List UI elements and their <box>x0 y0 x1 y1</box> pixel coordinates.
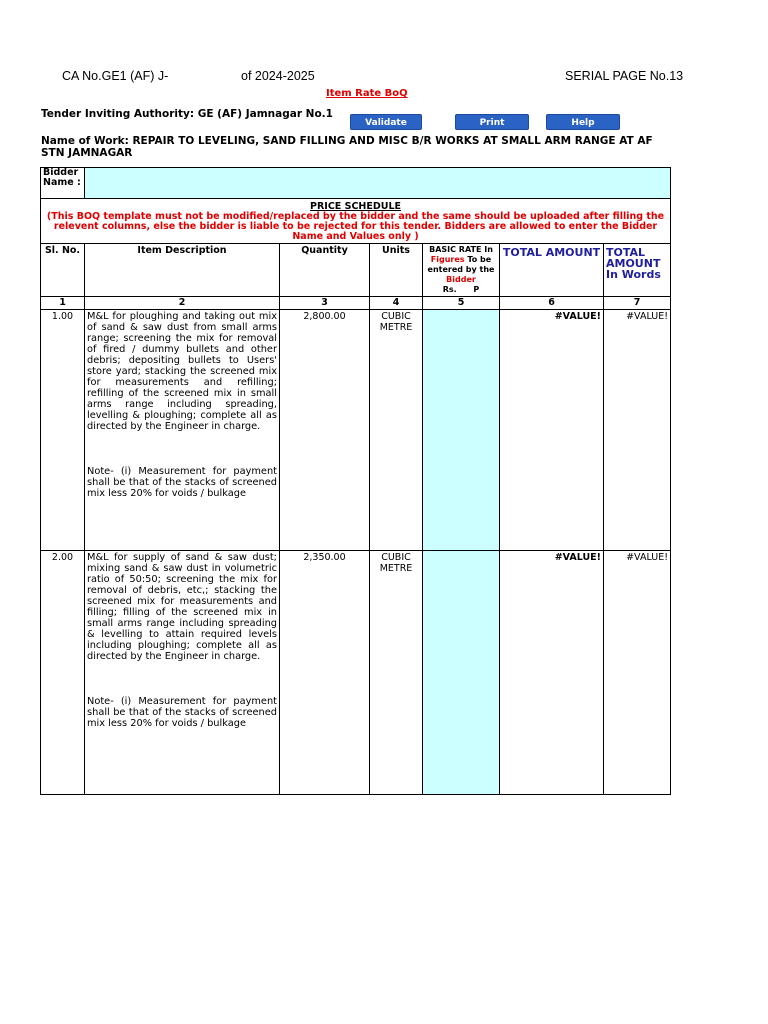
col-header-description: Item Description <box>85 244 280 297</box>
col-header-units: Units <box>370 244 423 297</box>
in-words-label: In Words <box>606 268 661 281</box>
item-rate-input[interactable] <box>423 551 500 795</box>
column-header-row <box>41 244 671 297</box>
item-amount-words: #VALUE! <box>604 551 671 795</box>
total-amount-words-label: TOTAL AMOUNT <box>606 246 661 270</box>
name-of-work: Name of Work: REPAIR TO LEVELING, SAND FILLING AND MISC B/R WORKS AT SMALL ARM RANGE AT AF STN JAMNAGAR <box>41 135 653 159</box>
col-number-7: 7 <box>604 297 671 310</box>
col-number-5: 5 <box>423 297 500 310</box>
col-number-2: 2 <box>85 297 280 310</box>
figures-label: Figures <box>430 255 465 264</box>
entered-by-label: To be entered by the <box>427 255 495 274</box>
item-description-text: M&L for supply of sand & saw dust; mixing sand & saw dust in volumetric ratio of 50:50; screening the mix for removal of debris, etc,; stacking the screened mix for measurements and filling; filling of the screened mix in small arms range including spreading & levelling to attain required levels including ploughing; complete all as directed by the Engineer in charge. <box>87 552 277 662</box>
item-note: Note- (i) Measurement for payment shall be that of the stacks of screened mix less 20% for voids / bulkage <box>87 466 277 499</box>
item-quantity: 2,350.00 <box>280 551 370 795</box>
item-description <box>85 551 280 795</box>
item-units: CUBIC METRE <box>370 310 423 551</box>
col-number-3: 3 <box>280 297 370 310</box>
price-schedule-warning: (This BOQ template must not be modified/replaced by the bidder and the same should be uploaded after filling the relevent columns, else the bidder is liable to be rejected for this tender. Bidders are allowed to enter the Bidder Name and Values only ) <box>46 211 665 242</box>
price-schedule-row <box>41 199 671 244</box>
col-header-sl: Sl. No. <box>41 244 85 297</box>
page-title: Item Rate BoQ <box>326 88 408 99</box>
tender-authority: Tender Inviting Authority: GE (AF) Jamnagar No.1 <box>41 108 333 120</box>
rupees-paise-label: Rs. P <box>442 285 480 294</box>
col-header-total-amount: TOTAL AMOUNT <box>500 244 604 297</box>
col-number-4: 4 <box>370 297 423 310</box>
price-schedule-heading: PRICE SCHEDULE <box>310 201 401 212</box>
item-note: Note- (i) Measurement for payment shall be that of the stacks of screened mix less 20% for voids / bulkage <box>87 696 277 729</box>
col-number-6: 6 <box>500 297 604 310</box>
ca-number: CA No.GE1 (AF) J- <box>62 69 169 83</box>
column-number-row <box>41 297 671 310</box>
validate-button[interactable]: Validate <box>350 114 422 130</box>
bidder-name-input[interactable] <box>85 168 671 199</box>
item-units: CUBIC METRE <box>370 551 423 795</box>
print-button[interactable]: Print <box>455 114 529 130</box>
col-number-1: 1 <box>41 297 85 310</box>
item-total-amount: #VALUE! <box>500 551 604 795</box>
item-total-amount: #VALUE! <box>500 310 604 551</box>
item-rate-input[interactable] <box>423 310 500 551</box>
bidder-label: Bidder <box>446 275 476 284</box>
item-quantity: 2,800.00 <box>280 310 370 551</box>
item-description-text: M&L for ploughing and taking out mix of sand & saw dust from small arms range; screening the mix for removal of fired / dummy bullets and other debris; depositing bullets to Users' store yard; stacking the screened mix for measurements and refilling; refilling of the screened mix in small arms range including spreading, levelling & ploughing; complete all as directed by the Engineer in charge. <box>87 311 277 432</box>
item-description <box>85 310 280 551</box>
table-row <box>41 310 671 551</box>
col-header-basic-rate <box>423 244 500 297</box>
help-button[interactable]: Help <box>546 114 620 130</box>
col-header-amount-words <box>604 244 671 297</box>
bidder-name-label: Bidder Name : <box>41 168 85 199</box>
col-header-quantity: Quantity <box>280 244 370 297</box>
item-amount-words: #VALUE! <box>604 310 671 551</box>
table-row <box>41 551 671 795</box>
contract-year: of 2024-2025 <box>241 69 315 83</box>
basic-rate-label: BASIC RATE In <box>429 245 493 254</box>
item-sl-no: 1.00 <box>41 310 85 551</box>
serial-page-number: SERIAL PAGE No.13 <box>565 69 684 83</box>
item-sl-no: 2.00 <box>41 551 85 795</box>
boq-table <box>40 167 671 795</box>
bidder-row <box>41 168 671 199</box>
